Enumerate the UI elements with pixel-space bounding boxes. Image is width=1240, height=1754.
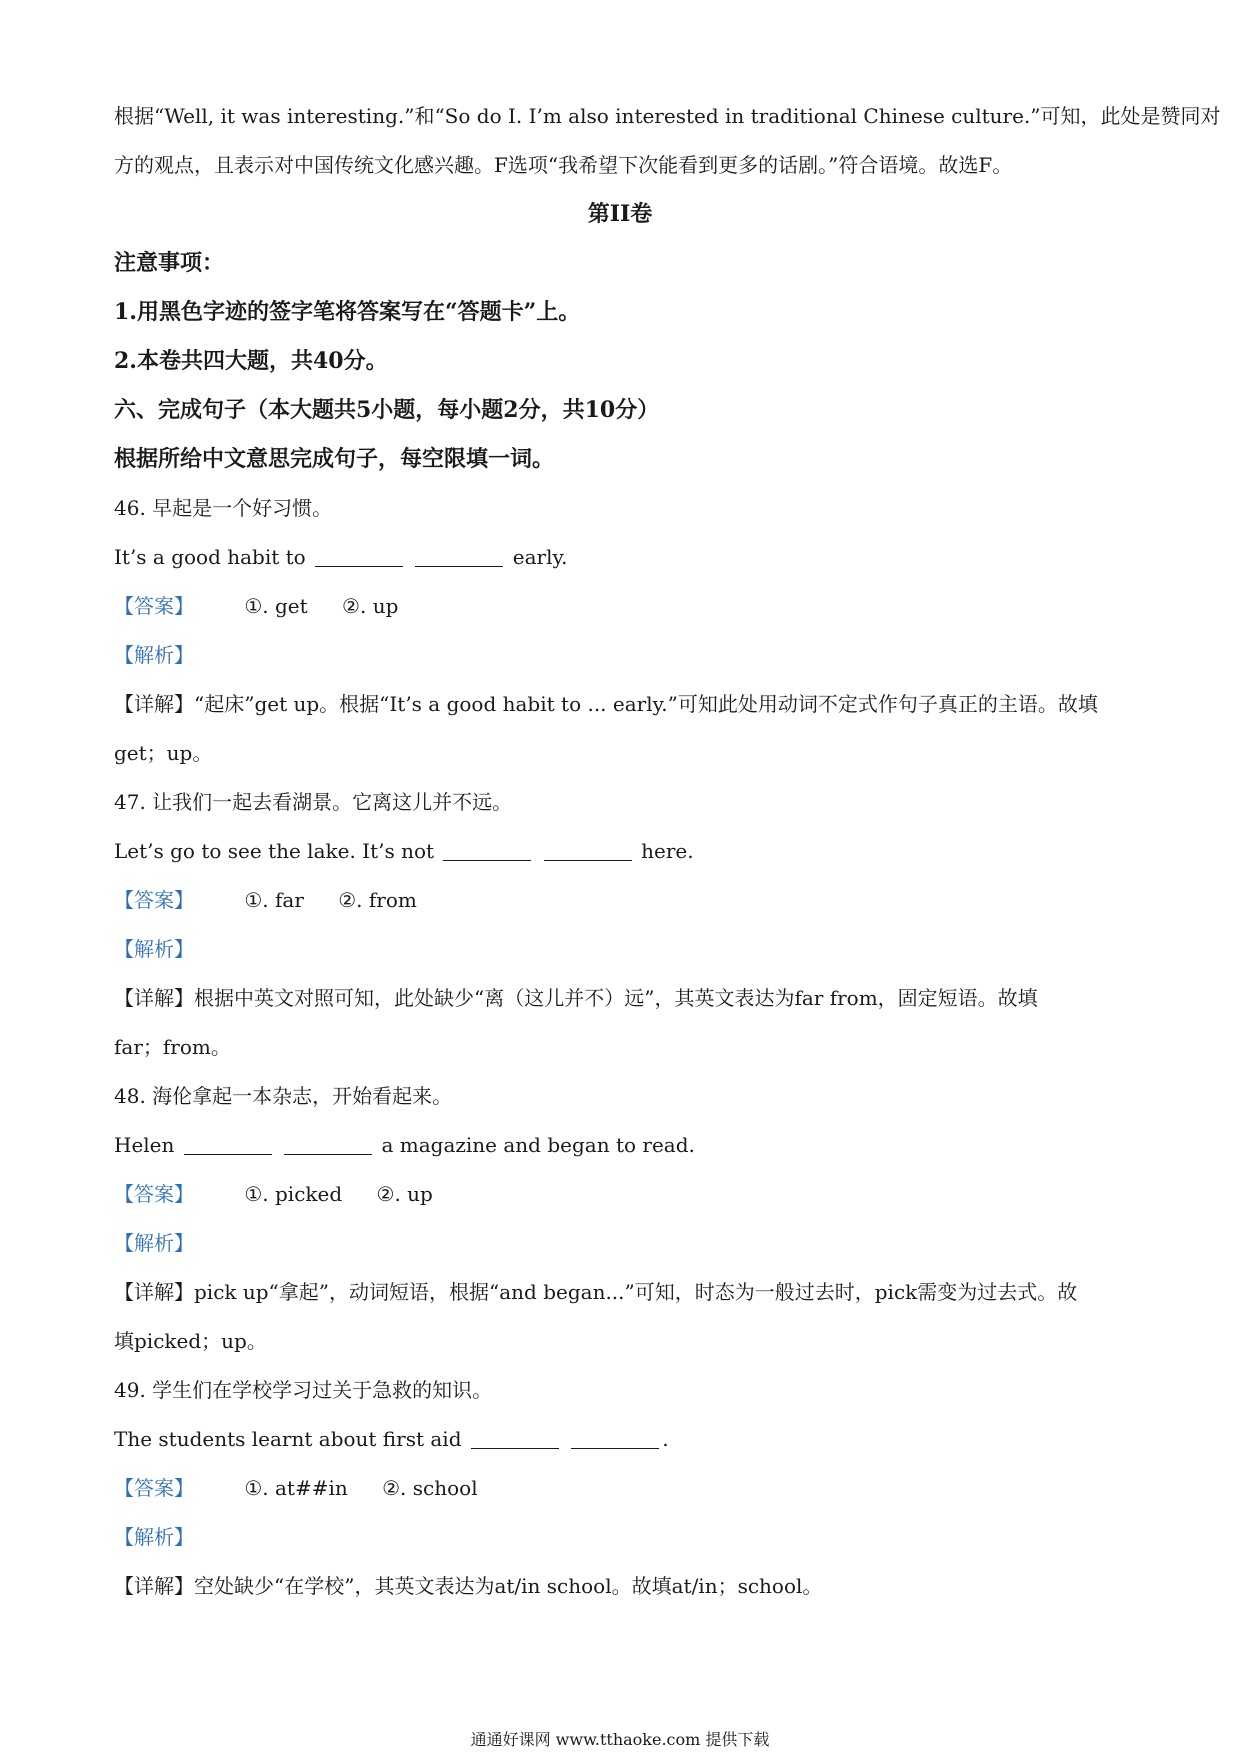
question-49-analysis <box>114 1513 1126 1562</box>
answer-1: ①. far <box>244 888 304 912</box>
answer-blank <box>284 1153 372 1155</box>
question-47-sentence <box>114 827 1126 876</box>
question-46-analysis <box>114 631 1126 680</box>
answer-label: 【答案】 <box>114 888 194 912</box>
answer-2: ②. from <box>338 888 417 912</box>
sentence-before: Helen <box>114 1133 175 1157</box>
page-footer: 通通好课网 www.tthaoke.com 提供下载 <box>470 1730 770 1749</box>
question-chinese: 学生们在学校学习过关于急救的知识。 <box>152 1378 493 1402</box>
analysis-label: 【解析】 <box>114 1525 194 1549</box>
analysis-label: 【解析】 <box>114 1231 194 1255</box>
question-number: 48. <box>114 1084 146 1108</box>
question-47-analysis <box>114 925 1126 974</box>
answer-blank <box>184 1153 272 1155</box>
document-page <box>114 92 1221 1611</box>
answer-label: 【答案】 <box>114 594 194 618</box>
notes-item-2: 2.本卷共四大题，共40分。 <box>114 348 388 374</box>
question-49-answer <box>114 1464 1126 1513</box>
section-instruction: 根据所给中文意思完成句子，每空限填一词。 <box>114 446 555 472</box>
question-chinese: 让我们一起去看湖景。它离这儿并不远。 <box>152 790 513 814</box>
detail-label: 【详解】 <box>114 1574 194 1598</box>
sentence-after: early. <box>512 545 568 569</box>
question-49-detail-1 <box>114 1562 1126 1611</box>
question-47-detail-1 <box>114 974 1126 1023</box>
sentence-before: Let’s go to see the lake. It’s not <box>114 839 435 863</box>
question-48-analysis <box>114 1219 1126 1268</box>
answer-blank <box>571 1447 659 1449</box>
question-48-prompt <box>114 1072 1126 1121</box>
question-46-detail-1 <box>114 680 1126 729</box>
question-47-answer <box>114 876 1126 925</box>
detail-label: 【详解】 <box>114 986 194 1010</box>
sentence-before: The students learnt about first aid <box>114 1427 462 1451</box>
answer-2: ②. up <box>342 594 399 618</box>
question-number: 47. <box>114 790 146 814</box>
answer-label: 【答案】 <box>114 1476 194 1500</box>
notes-item-1: 1.用黑色字迹的签字笔将答案写在“答题卡”上。 <box>114 299 581 325</box>
question-48-answer <box>114 1170 1126 1219</box>
question-chinese: 海伦拿起一本杂志，开始看起来。 <box>152 1084 453 1108</box>
answer-blank <box>471 1447 559 1449</box>
detail-label: 【详解】 <box>114 1280 194 1304</box>
question-49-sentence <box>114 1415 1126 1464</box>
notes-heading: 注意事项： <box>114 250 225 276</box>
detail-text: “起床”get up。根据“It’s a good habit to ... early.”可知此处用动词不定式作句子真正的主语。故填 <box>194 692 1098 716</box>
question-48-detail-2: 填picked；up。 <box>114 1329 267 1353</box>
intro-line-2: 方的观点，且表示对中国传统文化感兴趣。F选项“我希望下次能看到更多的话剧。”符合语境。故选F。 <box>114 153 1013 177</box>
answer-2: ②. up <box>376 1182 433 1206</box>
detail-label: 【详解】 <box>114 692 194 716</box>
question-46-answer <box>114 582 1126 631</box>
section-title: 六、完成句子（本大题共5小题，每小题2分，共10分） <box>114 397 660 423</box>
answer-blank <box>544 859 632 861</box>
sentence-after: . <box>662 1427 669 1451</box>
question-number: 46. <box>114 496 146 520</box>
question-48-sentence <box>114 1121 1126 1170</box>
answer-blank <box>315 565 403 567</box>
detail-text: pick up“拿起”，动词短语，根据“and began...”可知，时态为一般过去时，pick需变为过去式。故 <box>194 1280 1078 1304</box>
detail-text: 空处缺少“在学校”，其英文表达为at/in school。故填at/in；school。 <box>194 1574 823 1598</box>
answer-blank <box>415 565 503 567</box>
answer-1: ①. at##in <box>244 1476 348 1500</box>
question-47-detail-2: far；from。 <box>114 1035 231 1059</box>
detail-text: 根据中英文对照可知，此处缺少“离（这儿并不）远”，其英文表达为far from，固定短语。故填 <box>194 986 1038 1010</box>
answer-1: ①. picked <box>244 1182 343 1206</box>
sentence-after: a magazine and began to read. <box>381 1133 695 1157</box>
answer-blank <box>443 859 531 861</box>
question-49-prompt <box>114 1366 1126 1415</box>
question-46-sentence <box>114 533 1126 582</box>
question-number: 49. <box>114 1378 146 1402</box>
intro-line-1: 根据“Well, it was interesting.”和“So do I. I’m also interested in traditional Chinese culture.”可知，此处是赞同对 <box>114 104 1221 128</box>
question-47-prompt <box>114 778 1126 827</box>
answer-label: 【答案】 <box>114 1182 194 1206</box>
question-46-detail-2: get；up。 <box>114 741 213 765</box>
sentence-before: It’s a good habit to <box>114 545 306 569</box>
sentence-after: here. <box>641 839 694 863</box>
volume-title: 第II卷 <box>587 201 653 227</box>
analysis-label: 【解析】 <box>114 643 194 667</box>
question-chinese: 早起是一个好习惯。 <box>152 496 333 520</box>
answer-1: ①. get <box>244 594 308 618</box>
question-48-detail-1 <box>114 1268 1126 1317</box>
answer-2: ②. school <box>382 1476 478 1500</box>
question-46-prompt <box>114 484 1126 533</box>
analysis-label: 【解析】 <box>114 937 194 961</box>
